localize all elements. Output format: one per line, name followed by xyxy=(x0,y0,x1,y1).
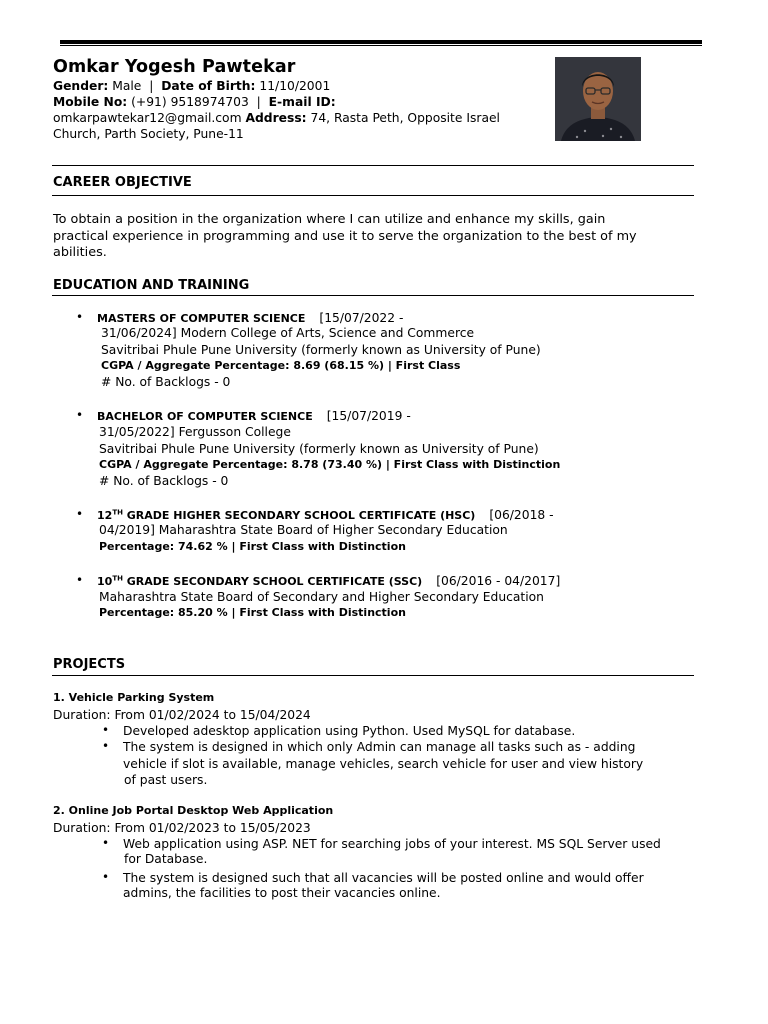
degree-date-start: [06/2018 - xyxy=(489,508,554,522)
personal-line-2 xyxy=(53,94,336,110)
mobile-label: Mobile No: xyxy=(53,95,128,109)
bullet: • xyxy=(76,507,84,521)
personal-line-1 xyxy=(53,78,330,94)
education-item-line: 31/06/2024] Modern College of Arts, Science and Commerce xyxy=(101,326,475,340)
project-point-line: of past users. xyxy=(124,773,208,787)
mobile-value: (+91) 9518974703 xyxy=(131,95,249,109)
profile-photo-graphic xyxy=(555,57,641,141)
education-item-grade: CGPA / Aggregate Percentage: 8.78 (73.40 %) | First Class with Distinction xyxy=(99,458,561,471)
project-point-line: The system is designed in which only Admin can manage all tasks such as - adding xyxy=(123,740,636,754)
personal-line-4: Church, Parth Society, Pune-11 xyxy=(53,127,244,141)
education-item-line: 31/05/2022] Fergusson College xyxy=(99,425,291,439)
project-point-line: Web application using ASP. NET for searching jobs of your interest. MS SQL Server used xyxy=(123,837,661,851)
dob-label: Date of Birth: xyxy=(161,79,256,93)
project-point-line: vehicle if slot is available, manage vehicles, search vehicle for user and view history xyxy=(123,757,644,771)
profile-photo xyxy=(555,57,641,141)
address-value-1: 74, Rasta Peth, Opposite Israel xyxy=(310,111,500,125)
career-objective-line: abilities. xyxy=(53,245,107,260)
education-item-grade: Percentage: 74.62 % | First Class with Distinction xyxy=(99,540,406,553)
education-item-university: Savitribai Phule Pune University (formerly known as University of Pune) xyxy=(99,442,539,456)
degree-date-start: [06/2016 - 04/2017] xyxy=(436,574,561,588)
degree-number: 12 xyxy=(97,509,113,522)
education-heading: EDUCATION AND TRAINING xyxy=(53,278,250,293)
degree-date-start: [15/07/2019 - xyxy=(326,409,411,423)
project-duration: Duration: From 01/02/2023 to 15/05/2023 xyxy=(53,821,311,835)
degree-number: 10 xyxy=(97,575,113,588)
career-objective-heading: CAREER OBJECTIVE xyxy=(53,175,192,190)
education-item-university: Savitribai Phule Pune University (formerly known as University of Pune) xyxy=(101,343,541,357)
bullet: • xyxy=(76,573,84,587)
address-label: Address: xyxy=(245,111,307,125)
degree-superscript: TH xyxy=(112,508,123,517)
top-border xyxy=(60,40,702,44)
bullet: • xyxy=(102,723,110,737)
project-title: 1. Vehicle Parking System xyxy=(53,691,215,704)
education-item-line: Maharashtra State Board of Secondary and Higher Secondary Education xyxy=(99,590,544,604)
email-value: omkarpawtekar12@gmail.com xyxy=(53,111,242,125)
divider xyxy=(52,295,694,296)
personal-line-3 xyxy=(53,110,500,126)
career-objective-line: To obtain a position in the organization where I can utilize and enhance my skills, gain xyxy=(53,212,606,227)
bullet: • xyxy=(76,310,84,324)
project-title: 2. Online Job Portal Desktop Web Application xyxy=(53,804,334,817)
candidate-name: Omkar Yogesh Pawtekar xyxy=(53,57,296,77)
divider xyxy=(52,195,694,196)
education-item-backlogs: # No. of Backlogs - 0 xyxy=(101,375,231,389)
degree-name: MASTERS OF COMPUTER SCIENCE xyxy=(97,312,306,325)
projects-heading: PROJECTS xyxy=(53,657,126,672)
project-point-line: Developed adesktop application using Python. Used MySQL for database. xyxy=(123,724,576,738)
degree-name: BACHELOR OF COMPUTER SCIENCE xyxy=(97,410,313,423)
education-item-degree xyxy=(97,573,560,590)
education-item-grade: Percentage: 85.20 % | First Class with Distinction xyxy=(99,606,406,619)
email-label: E-mail ID: xyxy=(268,95,336,109)
project-point-line: admins, the facilities to post their vacancies online. xyxy=(123,886,441,900)
degree-title: GRADE SECONDARY SCHOOL CERTIFICATE (SSC) xyxy=(122,575,423,588)
education-item-backlogs: # No. of Backlogs - 0 xyxy=(99,474,229,488)
project-point-line: for Database. xyxy=(124,852,208,866)
project-duration: Duration: From 01/02/2024 to 15/04/2024 xyxy=(53,708,311,722)
gender-label: Gender: xyxy=(53,79,109,93)
degree-date-start: [15/07/2022 - xyxy=(319,311,404,325)
project-point-line: The system is designed such that all vacancies will be posted online and would offer xyxy=(123,871,644,885)
divider xyxy=(52,675,694,676)
degree-superscript: TH xyxy=(112,574,123,583)
degree-name xyxy=(97,575,422,588)
top-border-thin xyxy=(60,45,702,46)
bullet: • xyxy=(102,836,110,850)
bullet: • xyxy=(102,870,110,884)
separator: | xyxy=(149,79,154,93)
gender-value: Male xyxy=(112,79,142,93)
education-item-grade: CGPA / Aggregate Percentage: 8.69 (68.15 %) | First Class xyxy=(101,359,461,372)
education-item-line: 04/2019] Maharashtra State Board of Higher Secondary Education xyxy=(99,523,508,537)
education-item-degree xyxy=(97,408,411,425)
bullet: • xyxy=(102,739,110,753)
divider xyxy=(52,165,694,166)
separator: | xyxy=(256,95,261,109)
dob-value: 11/10/2001 xyxy=(259,79,331,93)
career-objective-line: practical experience in programming and use it to serve the organization to the best of my xyxy=(53,229,637,244)
degree-title: GRADE HIGHER SECONDARY SCHOOL CERTIFICATE (HSC) xyxy=(122,509,476,522)
bullet: • xyxy=(76,408,84,422)
degree-name xyxy=(97,509,475,522)
